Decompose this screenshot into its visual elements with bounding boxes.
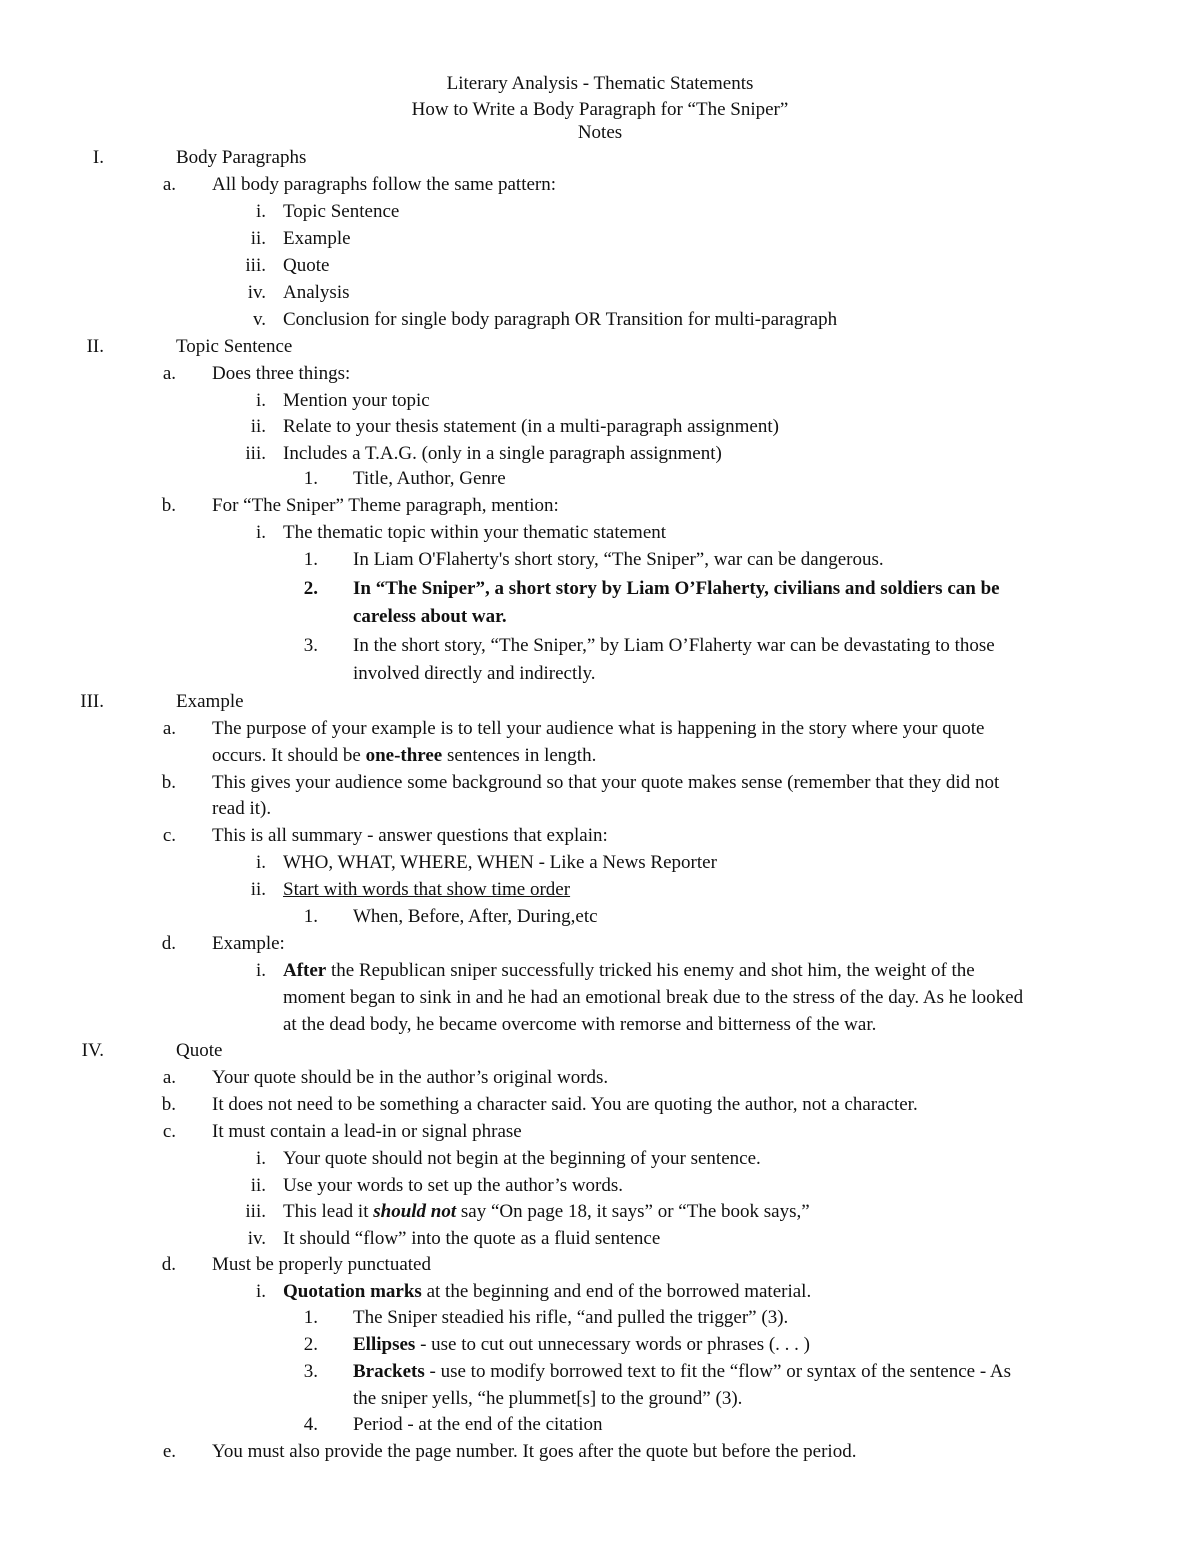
list-item-continuation: moment began to sink in and he had an emotional break due to the stress of the day. As he looked	[283, 987, 1024, 1008]
list-item: Analysis	[283, 282, 350, 303]
list-item: It should “flow” into the quote as a fluid sentence	[283, 1228, 661, 1249]
list-marker: ii.	[250, 416, 266, 437]
list-marker: 2.	[303, 578, 318, 599]
list-item: This is all summary - answer questions that explain:	[212, 825, 608, 846]
list-marker: 1.	[303, 1307, 318, 1328]
list-item: It does not need to be something a character said. You are quoting the author, not a character.	[212, 1094, 918, 1115]
bold-term: one-three	[365, 745, 443, 766]
list-marker: 1.	[303, 468, 318, 489]
list-item: Use your words to set up the author’s words.	[283, 1175, 624, 1196]
list-marker: iv.	[247, 282, 266, 303]
list-item: Example	[283, 228, 351, 249]
text-run: at the beginning and end of the borrowed material.	[421, 1281, 812, 1302]
list-marker: 2.	[303, 1334, 318, 1355]
list-marker: iv.	[247, 1228, 266, 1249]
list-marker: a.	[162, 1067, 176, 1088]
document-subtitle: How to Write a Body Paragraph for “The Sniper”	[411, 99, 789, 120]
list-marker: iii.	[245, 255, 266, 276]
list-marker: c.	[162, 825, 176, 846]
list-item: Your quote should not begin at the beginning of your sentence.	[283, 1148, 761, 1169]
section-marker: II.	[86, 336, 104, 357]
list-marker: 1.	[303, 906, 318, 927]
list-marker: ii.	[250, 228, 266, 249]
list-item: Does three things:	[212, 363, 351, 384]
list-item	[283, 1200, 810, 1224]
list-marker: v.	[252, 309, 266, 330]
section-heading: Quote	[176, 1040, 223, 1061]
list-item	[283, 959, 975, 983]
document-title: Literary Analysis - Thematic Statements	[446, 73, 754, 94]
list-item: The purpose of your example is to tell your audience what is happening in the story where your quote	[212, 718, 985, 739]
text-run: - use to cut out unnecessary words or phrases (. . . )	[415, 1334, 810, 1355]
bold-term: After	[283, 960, 327, 981]
list-item: All body paragraphs follow the same pattern:	[212, 174, 557, 195]
list-marker: 3.	[303, 1361, 318, 1382]
section-heading: Body Paragraphs	[176, 147, 307, 168]
list-marker: c.	[162, 1121, 176, 1142]
list-marker: i.	[255, 390, 266, 411]
list-marker: b.	[161, 1094, 176, 1115]
list-item: Topic Sentence	[283, 201, 400, 222]
list-item: In the short story, “The Sniper,” by Liam O’Flaherty war can be devastating to those	[353, 635, 995, 656]
bold-term: Brackets	[353, 1361, 425, 1382]
section-marker: IV.	[81, 1040, 104, 1061]
list-item-continuation: read it).	[212, 798, 272, 819]
list-marker: a.	[162, 363, 176, 384]
list-item: Start with words that show time order	[283, 879, 571, 900]
list-marker: 4.	[303, 1414, 318, 1435]
section-heading: Example	[176, 691, 244, 712]
section-heading: Topic Sentence	[176, 336, 293, 357]
list-item-continuation	[212, 744, 596, 768]
list-marker: b.	[161, 495, 176, 516]
list-marker: e.	[162, 1441, 176, 1462]
bold-term: Quotation marks	[283, 1281, 422, 1302]
list-item: WHO, WHAT, WHERE, WHEN - Like a News Reporter	[283, 852, 717, 873]
list-marker: i.	[255, 852, 266, 873]
list-marker: ii.	[250, 879, 266, 900]
list-item: In “The Sniper”, a short story by Liam O’Flaherty, civilians and soldiers can be	[353, 578, 1000, 599]
list-marker: i.	[255, 1148, 266, 1169]
list-marker: 3.	[303, 635, 318, 656]
list-marker: iii.	[245, 443, 266, 464]
list-item-continuation: involved directly and indirectly.	[353, 663, 596, 684]
list-item: Conclusion for single body paragraph OR Transition for multi-paragraph	[283, 309, 838, 330]
list-marker: a.	[162, 174, 176, 195]
list-item: Mention your topic	[283, 390, 430, 411]
bold-term: Ellipses	[353, 1334, 416, 1355]
text-run: - use to modify borrowed text to fit the “flow” or syntax of the sentence - As	[424, 1361, 1011, 1382]
list-item: This gives your audience some background so that your quote makes sense (remember that they did not	[212, 772, 1000, 793]
list-marker: iii.	[245, 1201, 266, 1222]
list-item	[283, 1280, 811, 1304]
list-marker: a.	[162, 718, 176, 739]
list-marker: i.	[255, 522, 266, 543]
list-marker: i.	[255, 1281, 266, 1302]
text-run: occurs. It should be	[212, 745, 366, 766]
section-marker: III.	[80, 691, 104, 712]
section-marker: I.	[92, 147, 104, 168]
list-marker: ii.	[250, 1175, 266, 1196]
list-marker: b.	[161, 772, 176, 793]
list-item: It must contain a lead-in or signal phrase	[212, 1121, 522, 1142]
list-item: You must also provide the page number. It goes after the quote but before the period.	[212, 1441, 857, 1462]
list-item: Must be properly punctuated	[212, 1254, 431, 1275]
text-run: This lead it	[283, 1201, 374, 1222]
emphasized-term: should not	[373, 1201, 457, 1222]
list-item	[353, 1333, 810, 1357]
list-item: In Liam O'Flaherty's short story, “The Sniper”, war can be dangerous.	[353, 549, 884, 570]
list-item: Example:	[212, 933, 285, 954]
list-item: Your quote should be in the author’s original words.	[212, 1067, 609, 1088]
document-notes-label: Notes	[577, 122, 623, 143]
list-item: Quote	[283, 255, 330, 276]
list-item: Relate to your thesis statement (in a multi-paragraph assignment)	[283, 416, 779, 437]
text-run: say “On page 18, it says” or “The book says,”	[456, 1201, 810, 1222]
list-item: Title, Author, Genre	[353, 468, 506, 489]
list-item: The Sniper steadied his rifle, “and pulled the trigger” (3).	[353, 1307, 789, 1328]
text-run: sentences in length.	[442, 745, 597, 766]
list-item: For “The Sniper” Theme paragraph, mention:	[212, 495, 559, 516]
list-item: Includes a T.A.G. (only in a single paragraph assignment)	[283, 443, 722, 464]
text-run: the Republican sniper successfully tricked his enemy and shot him, the weight of the	[326, 960, 975, 981]
list-marker: 1.	[303, 549, 318, 570]
list-item: Period - at the end of the citation	[353, 1414, 603, 1435]
list-item: The thematic topic within your thematic statement	[283, 522, 667, 543]
list-item: When, Before, After, During,etc	[353, 906, 598, 927]
list-item-continuation: careless about war.	[353, 606, 507, 627]
list-marker: d.	[161, 933, 176, 954]
list-marker: i.	[255, 201, 266, 222]
list-item-continuation: the sniper yells, “he plummet[s] to the ground” (3).	[353, 1388, 743, 1409]
list-marker: d.	[161, 1254, 176, 1275]
list-item	[353, 1360, 1011, 1384]
list-item-continuation: at the dead body, he became overcome with remorse and bitterness of the war.	[283, 1014, 877, 1035]
list-marker: i.	[255, 960, 266, 981]
